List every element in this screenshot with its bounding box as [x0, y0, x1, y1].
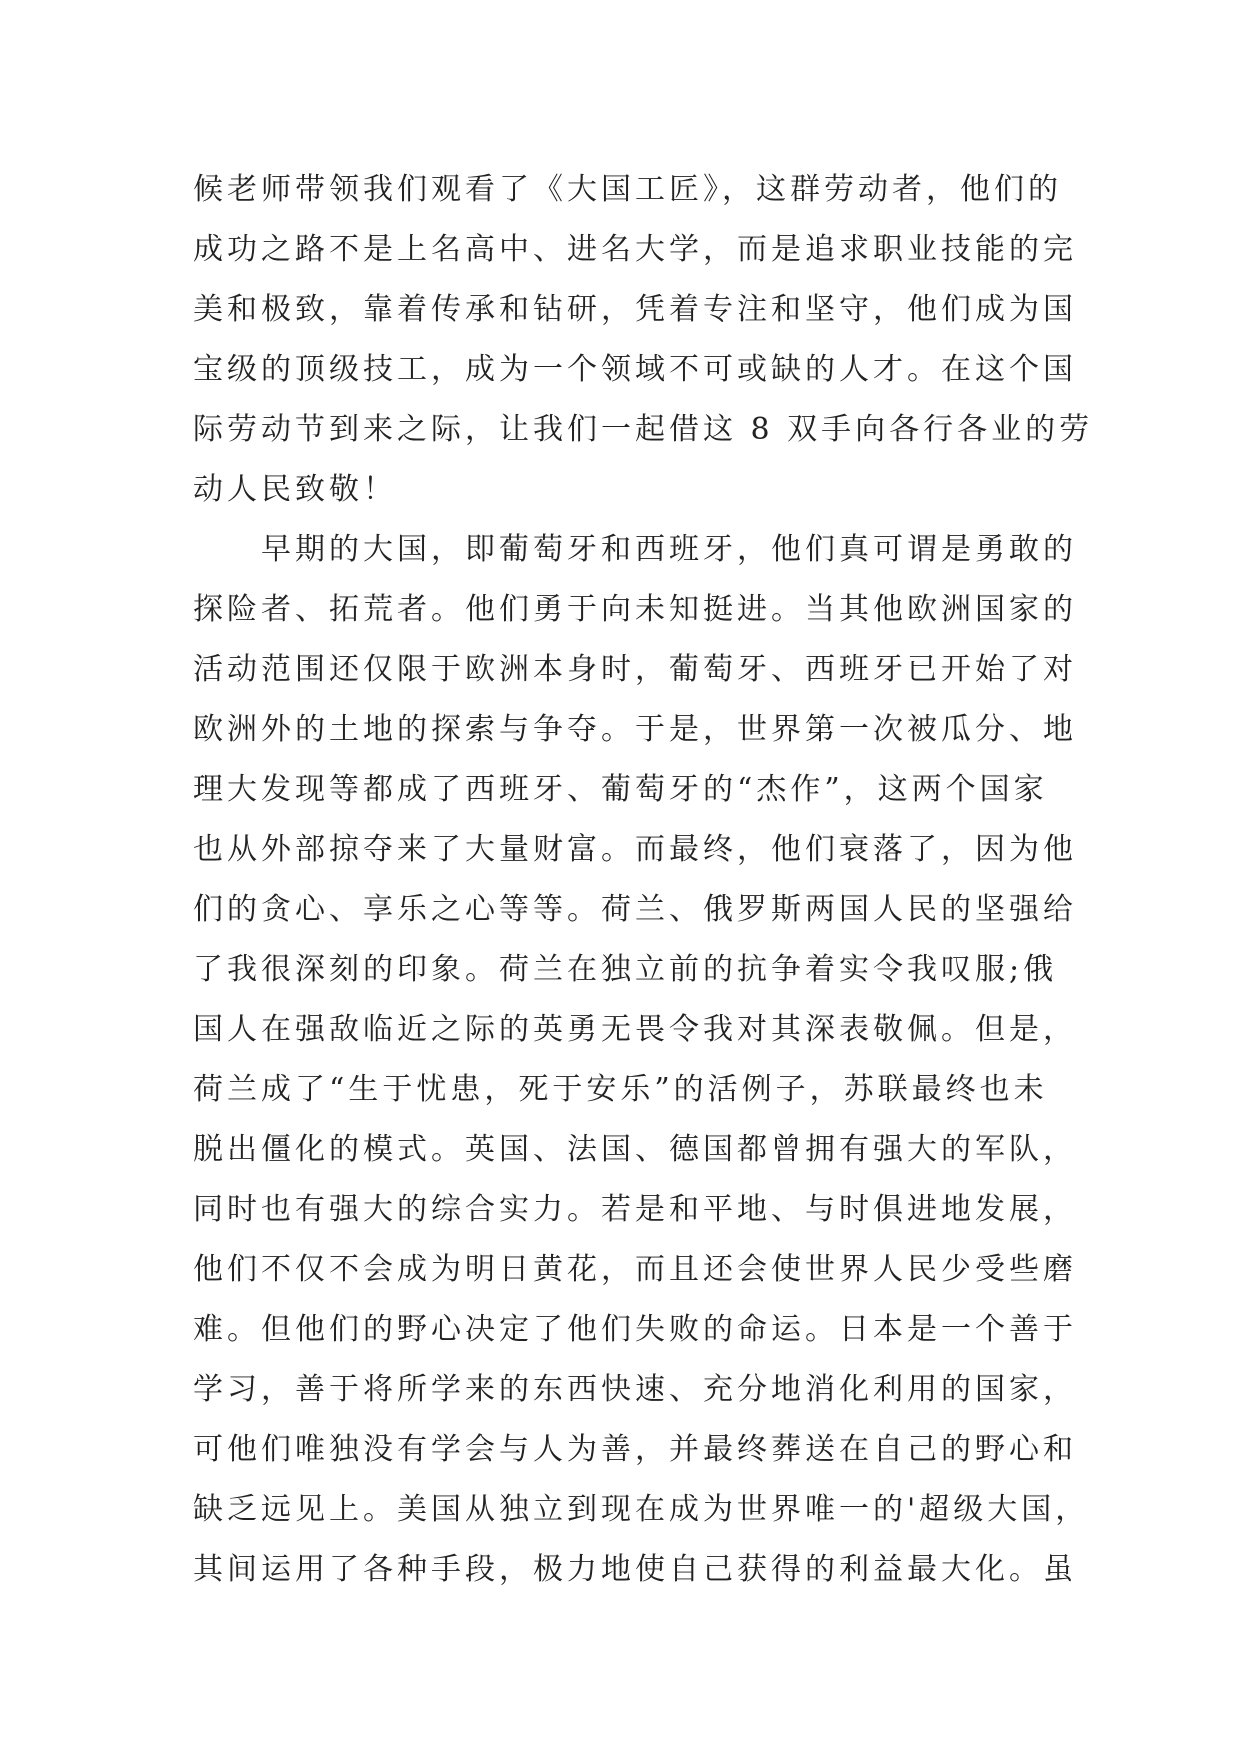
- text-line: 同时也有强大的综合实力。若是和平地、与时俱进地发展，: [193, 1192, 1077, 1227]
- text-line: 们的贪心、享乐之心等等。荷兰、俄罗斯两国人民的坚强给: [193, 892, 1077, 927]
- paragraph-2: [193, 520, 1090, 1600]
- text-line: 成功之路不是上名高中、进名大学，而是追求职业技能的完: [193, 232, 1077, 267]
- text-line: 可他们唯独没有学会与人为善，并最终葬送在自己的野心和: [193, 1432, 1077, 1467]
- text-line: 候老师带领我们观看了《大国工匠》，这群劳动者，他们的: [193, 172, 1062, 207]
- text-line: 早期的大国，即葡萄牙和西班牙，他们真可谓是勇敢的: [261, 532, 1077, 567]
- paragraph-1: [193, 160, 1094, 520]
- text-line: 理大发现等都成了西班牙、葡萄牙的“杰作”，这两个国家: [193, 772, 1048, 807]
- text-line: 美和极致，靠着传承和钻研，凭着专注和坚守，他们成为国: [193, 292, 1077, 327]
- text-line: 国人在强敌临近之际的英勇无畏令我对其深表敬佩。但是，: [193, 1012, 1077, 1047]
- text-line: 脱出僵化的模式。英国、法国、德国都曾拥有强大的军队，: [193, 1132, 1077, 1167]
- text-line: 其间运用了各种手段，极力地使自己获得的利益最大化。虽: [193, 1552, 1077, 1587]
- text-line: 探险者、拓荒者。他们勇于向未知挺进。当其他欧洲国家的: [193, 592, 1077, 627]
- text-line: 活动范围还仅限于欧洲本身时，葡萄牙、西班牙已开始了对: [193, 652, 1077, 687]
- text-line: 他们不仅不会成为明日黄花，而且还会使世界人民少受些磨: [193, 1252, 1077, 1287]
- text-line: 难。但他们的野心决定了他们失败的命运。日本是一个善于: [193, 1312, 1077, 1347]
- text-line: 际劳动节到来之际，让我们一起借这 8 双手向各行各业的劳: [193, 412, 1094, 447]
- text-line: 了我很深刻的印象。荷兰在独立前的抗争着实令我叹服;俄: [193, 952, 1058, 987]
- text-line: 缺乏远见上。美国从独立到现在成为世界唯一的'超级大国，: [193, 1492, 1090, 1527]
- text-line: 动人民致敬！: [193, 472, 397, 507]
- text-line: 欧洲外的土地的探索与争夺。于是，世界第一次被瓜分、地: [193, 712, 1077, 747]
- text-line: 宝级的顶级技工，成为一个领域不可或缺的人才。在这个国: [193, 352, 1077, 387]
- document-body: [193, 160, 1094, 1600]
- text-line: 学习，善于将所学来的东西快速、充分地消化利用的国家，: [193, 1372, 1077, 1407]
- text-line: 荷兰成了“生于忧患，死于安乐”的活例子，苏联最终也未: [193, 1072, 1048, 1107]
- text-line: 也从外部掠夺来了大量财富。而最终，他们衰落了，因为他: [193, 832, 1077, 867]
